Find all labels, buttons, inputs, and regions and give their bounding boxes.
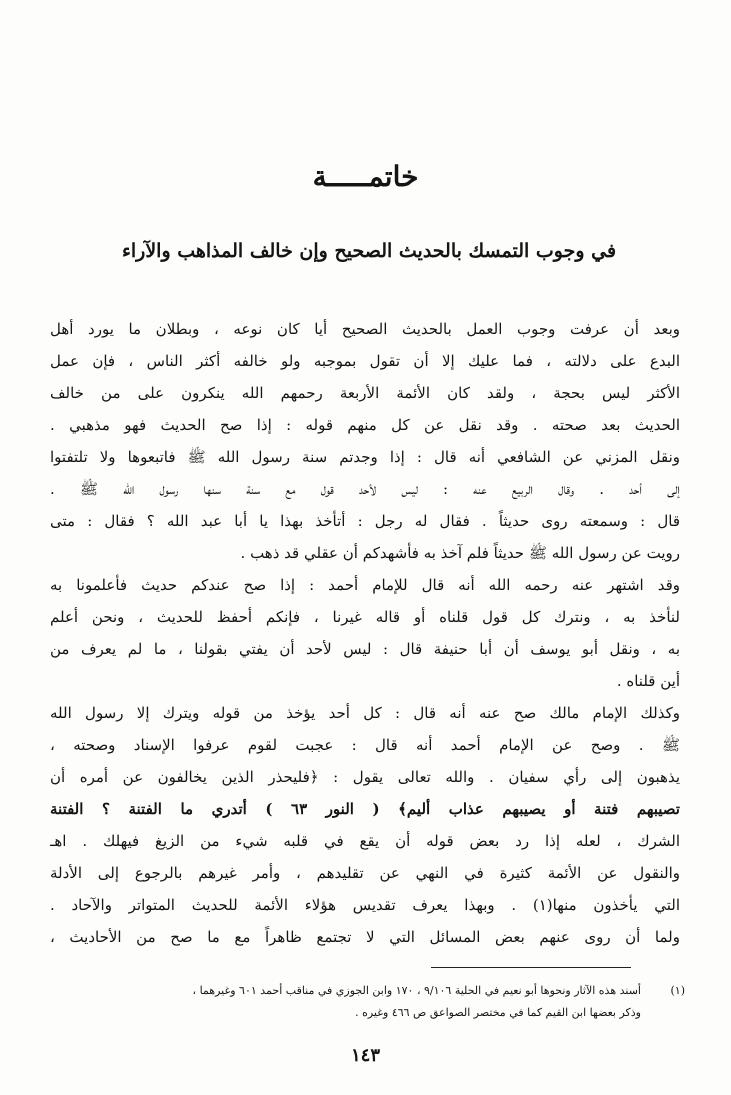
body-line: ﷺ . وصح عن الإمام أحمد أنه قال : عجبت لقوم عرفوا الإسناد وصحته ،	[50, 736, 680, 754]
body-line: لنأخذ به ، ونترك كل قول قلناه أو قاله غيرنا ، فإنكم أحفظ للحديث ، ونحن أعلم	[50, 608, 680, 626]
body-line: وقد اشتهر عنه رحمه الله أنه قال للإمام أحمد : إذا صح عندكم حديث فأعلمونا به	[50, 576, 680, 594]
chapter-subtitle: في وجوب التمسك بالحديث الصحيح وإن خالف المذاهب والآراء	[121, 240, 617, 262]
body-line: وبعد أن عرفت وجوب العمل بالحديث الصحيح أيا كان نوعه ، وبطلان ما يورد أهل	[50, 320, 680, 338]
body-line: ولما أن روى عنهم بعض المسائل التي لا تجتمع ظاهراً مع ما صح من الأحاديث ،	[50, 928, 680, 946]
body-line-quran: تصيبهم فتنة أو يصيبهم عذاب أليم﴾ ( النور ٦٣ ) أتدري ما الفتنة ؟ الفتنة	[50, 800, 680, 818]
body-line: قال : وسمعته روى حديثاً . فقال له رجل : أتأخذ بهذا يا أبا عبد الله ؟ فقال : متى	[50, 512, 680, 530]
body-line: الشرك ، لعله إذا رد بعض قوله أن يقع في قلبه شيء من الزيغ فيهلك . اهـ	[50, 832, 680, 850]
body-line: به ، ونقل أبو يوسف أن أبا حنيفة قال : ليس لأحد أن يفتي بقولنا ، ما لم يعرف من	[50, 640, 680, 658]
body-line: إلى أحد . وقال الربيع عنه : ليس لأحد قول مع سنة سنها رسول الله ﷺ .	[50, 480, 680, 498]
body-line: أين قلناه .	[616, 672, 680, 690]
body-line: رويت عن رسول الله ﷺ حديثاً فلم آخذ به فأشهدكم أن عقلي قد ذهب .	[240, 544, 680, 562]
footnote-text: أسند هذه الآثار ونحوها أبو نعيم في الحلية ٩/١٠٦ ، ١٧٠ وابن الجوزي في مناقب أحمد ٦٠١ وغيرهما ،	[192, 984, 641, 997]
body-text	[50, 313, 680, 953]
body-line: الأكثر ليس بحجة ، ولقد كان الأئمة الأربعة رحمهم الله ينكرون على من خالف	[50, 384, 680, 402]
footnote	[45, 980, 685, 1024]
body-line: البدع على دلالته ، فما عليك إلا أن تقول بموجبه ولو خالفه أكثر الناس ، فإن عمل	[50, 352, 680, 370]
body-line: التي يأخذون منها(١) . وبهذا يعرف تقديس هؤلاء الأئمة للحديث المتواتر والآحاد .	[50, 896, 680, 914]
body-line: وكذلك الإمام مالك صح عنه أنه قال : كل أحد يؤخذ من قوله ويترك إلا رسول الله	[50, 704, 680, 722]
body-line: والنقول عن الأئمة كثيرة في النهي عن تقليدهم ، وأمر غيرهم بالرجوع إلى الأدلة	[50, 864, 680, 882]
footnote-separator	[431, 967, 631, 968]
body-line: الحديث بعد صحته . وقد نقل عن كل منهم قوله : إذا صح الحديث فهو مذهبي .	[50, 416, 680, 434]
body-line: يذهبون إلى رأي سفيان . والله تعالى يقول : ﴿فليحذر الذين يخالفون عن أمره أن	[50, 768, 680, 786]
footnote-text: وذكر بعضها ابن القيم كما في مختصر الصواعق ص ٤٦٦ وغيره .	[355, 1006, 641, 1019]
chapter-title: خاتمـــــة	[312, 160, 419, 193]
body-line: ونقل المزني عن الشافعي أنه قال : إذا وجدتم سنة رسول الله ﷺ فاتبعوها ولا تلتفتوا	[50, 448, 680, 466]
page-number: ١٤٣	[350, 1045, 380, 1066]
footnote-number: (١)	[670, 984, 685, 997]
